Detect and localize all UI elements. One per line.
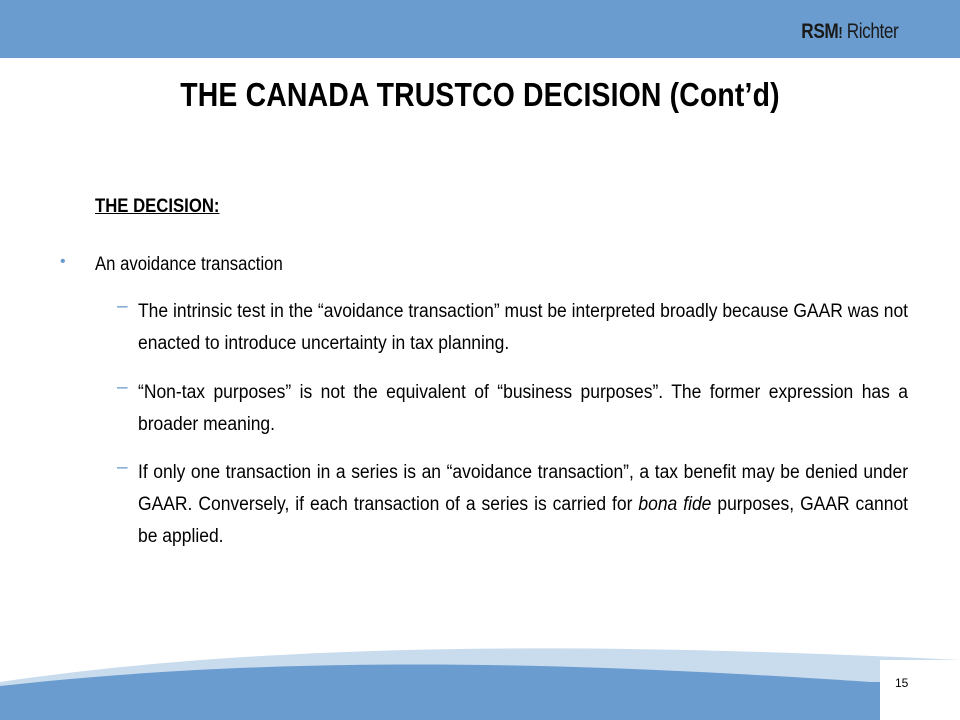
sub-point-text: “Non-tax purposes” is not the equivalent of “business purposes”. The former expression has a broader meaning. xyxy=(138,382,909,435)
sub-point-text xyxy=(138,457,908,553)
logo-name-text: Richter xyxy=(846,20,898,43)
logo-bold-text: RSM xyxy=(800,20,838,43)
logo-mark: ! xyxy=(837,25,842,42)
dash-icon: – xyxy=(117,296,128,317)
dash-icon: – xyxy=(117,457,128,478)
bullet-icon: • xyxy=(60,253,66,270)
dash-icon: – xyxy=(117,377,128,398)
slide-title: THE CANADA TRUSTCO DECISION (Cont’d) xyxy=(180,76,780,113)
section-subheading: THE DECISION: xyxy=(95,196,220,217)
sub-point-text-before: If only one transaction in a series is an “avoidance transaction”, a tax benefit may be denied under GAAR. Conversely, if each transaction of a series is carried for xyxy=(138,462,909,515)
page-number: 15 xyxy=(895,676,909,690)
sub-point-text: The intrinsic test in the “avoidance transaction” must be interpreted broadly because GAAR was not enacted to introduce uncertainty in tax planning. xyxy=(138,301,909,354)
sub-point-text-italic: bona fide xyxy=(638,494,712,515)
bullet-text: An avoidance transaction xyxy=(95,254,283,275)
footer-page-area xyxy=(880,660,960,720)
footer-wave-decoration xyxy=(0,620,960,720)
sub-point-text-after: purposes, GAAR cannot be applied. xyxy=(138,494,909,547)
